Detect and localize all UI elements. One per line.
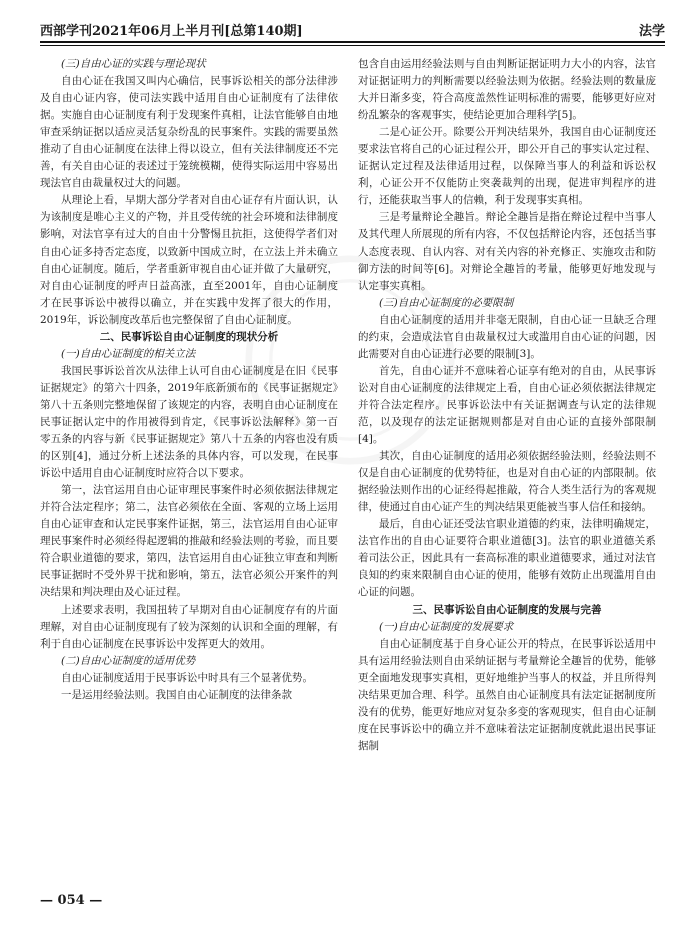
body-paragraph: 自由心证制度基于自身心证公开的特点，在民事诉讼适用中具有运用经验法则自由采纳证据与考量辩论全趣旨的优势，能够更全面地发现事实真相，更好地维护当事人的权益，并且所得判决结果更加合理、科学。虽然自由心证制度具有法定证据制度所没有的优势，能更好地应对复杂多变的客观现实，但自由心证制度在民事诉讼中的确立并不意味着法定证据制度就此退出民事证据制: [358, 637, 656, 752]
page-number: — 054 —: [40, 893, 103, 908]
body-paragraph: 自由心证制度适用于民事诉讼中时具有三个显著优势。: [61, 671, 313, 684]
section-heading: 二、民事诉讼自由心证制度的现状分析: [99, 330, 279, 343]
body-paragraph: 最后，自由心证还受法官职业道德的约束，法律明确规定，法官作出的自由心证要符合职业道德[3]。法官的职业道德关系着司法公正，因此具有一套高标准的职业道德要求，通过对法官良知的约束来限制自由心证的使用，能够有效防止出现滥用自由心证的问题。: [358, 518, 656, 599]
body-paragraph: 自由心证制度的适用并非毫无限制，自由心证一旦缺乏合理的约束，会造成法官自由裁量权过大或滥用自由心证的问题，因此需要对自由心证进行必要的限制[3]。: [358, 313, 656, 360]
subsection-heading: (三)自由心证的实践与理论现状: [61, 58, 206, 70]
body-paragraph: 上述要求表明，我国扭转了早期对自由心证制度存有的片面理解，对自由心证制度现有了较为深刻的认识和全面的理解，有利于自由心证制度在民事诉讼中发挥更大的效用。: [40, 603, 338, 650]
body-paragraph: 首先，自由心证并不意味着心证享有绝对的自由，从民事诉讼对自由心证制度的法律规定上看，自由心证必须依据法律规定并符合法定程序。民事诉讼法中有关证据调查与认定的法律规范，以及现存的法定证据规则都是对自由心证的直接外部限制[4]。: [358, 364, 656, 446]
body-paragraph: 二是心证公开。除要公开判决结果外，我国自由心证制度还要求法官将自己的心证过程公开，即公开自己的事实认定过程、证据认定过程及法律适用过程，以保障当事人的利益和诉讼权利，心证公开不仅能防止突袭裁判的出现，促进审判程序的进行，还能获取当事人的信赖，利于发现事实真相。: [358, 126, 656, 207]
right-column: [358, 56, 656, 882]
header-rule: [40, 41, 665, 43]
body-paragraph: 第一，法官运用自由心证审理民事案件时必须依据法律规定并符合法定程序；第二，法官必须依在全面、客观的立场上运用自由心证审查和认定民事案件证据，第三，法官运用自由心证审理民事案件时必须经得起逻辑的推敲和经验法则的考验，而且要符合职业道德的要求，第四，法官运用自由心证独立审查和判断民事证据时不受外界干扰和影响，第五，法官必须公开案件的判决结果和判决理由及心证过程。: [40, 484, 338, 599]
subsection-heading: (三)自由心证制度的必要限制: [379, 296, 514, 309]
page-header: [40, 18, 665, 42]
left-column: [40, 56, 338, 882]
body-paragraph: 三是考量辩论全趣旨。辩论全趣旨是指在辩论过程中当事人及其代理人所展现的所有内容，不仅包括辩论内容，还包括当事人态度表现、自认内容、对有关内容的补充修正、实施攻击和防御方法的时间等[6]。对辩论全趣旨的考量，能够更好地发现与认定事实真相。: [358, 211, 656, 292]
body-paragraph: 其次，自由心证制度的适用必须依据经验法则，经验法则不仅是自由心证制度的优势特征，也是对自由心证的内部限制。依据经验法则作出的心证经得起推敲，符合人类生活行为的客观规律，使通过自由心证产生的判决结果更能被当事人信任和接纳。: [358, 450, 656, 514]
subsection-heading: (一)自由心证制度的发展要求: [379, 620, 514, 633]
body-paragraph: 我国民事诉讼首次从法律上认可自由心证制度是在旧《民事证据规定》的第六十四条，2019年底新颁布的《民事证据规定》第八十五条则完整地保留了该规定的内容，表明自由心证制度在民事证据认定中的作用被得到肯定，《民事诉讼法解释》第一百零五条的内容与新《民事证据规定》第八十五条的内容也没有质的区别[4]，通过分析上述法条的具体内容，可以发现，在民事诉讼中适用自由心证制度时应符合以下要求。: [40, 364, 338, 480]
subsection-heading: (一)自由心证制度的相关立法: [61, 347, 196, 360]
section-label: 法学: [638, 24, 665, 39]
journal-masthead: 西部学刊2021年06月上半月刊[总第140期]: [40, 24, 303, 39]
body-paragraph: 从理论上看，早期大部分学者对自由心证存有片面认识，认为该制度是唯心主义的产物，并且受传统的社会环境和法律制度影响，对法官享有过大的自由十分警惕且抗拒，这使得学者们对自由心证多持否定态度，以致新中国成立时，在立法上并未确立自由心证制度。随后，学者重新审视自由心证并做了大量研究，对自由心证制度的呼声日益高涨，直至2001年，自由心证制度才在民事诉讼中被得以确立，并在实践中发挥了很大的作用，2019年，诉讼制度改革后也完整保留了自由心证制度。: [40, 194, 338, 326]
body-paragraph: 包含自由运用经验法则与自由判断证据证明力大小的内容，法官对证据证明力的判断需要以经验法则为依据。经验法则的数量庞大并日渐多变，符合高度盖然性证明标准的需要，能够更好应对纷乱繁杂的客观事实，使结论更加合理科学[5]。: [358, 58, 656, 122]
subsection-heading: (二)自由心证制度的适用优势: [61, 654, 196, 667]
body-paragraph: 自由心证在我国又叫内心确信，民事诉讼相关的部分法律涉及自由心证内容，使司法实践中适用自由心证制度有了法律依据。实施自由心证制度有利于发现案件真相，让法官能够自由地审查采纳证据以适应灵活复杂纷乱的民事案件。实践的需要虽然推动了自由心证制度在法律上得以设立，但有关法律制度还不完善，有关自由心证的表述过于笼统模糊，使得实际运用中容易出现法官自由裁量权过大的问题。: [40, 75, 338, 190]
header-rule-thin: [40, 45, 665, 46]
section-heading: 三、民事诉讼自由心证制度的发展与完善: [412, 603, 602, 616]
body-paragraph: 一是运用经验法则。我国自由心证制度的法律条款: [61, 688, 292, 701]
